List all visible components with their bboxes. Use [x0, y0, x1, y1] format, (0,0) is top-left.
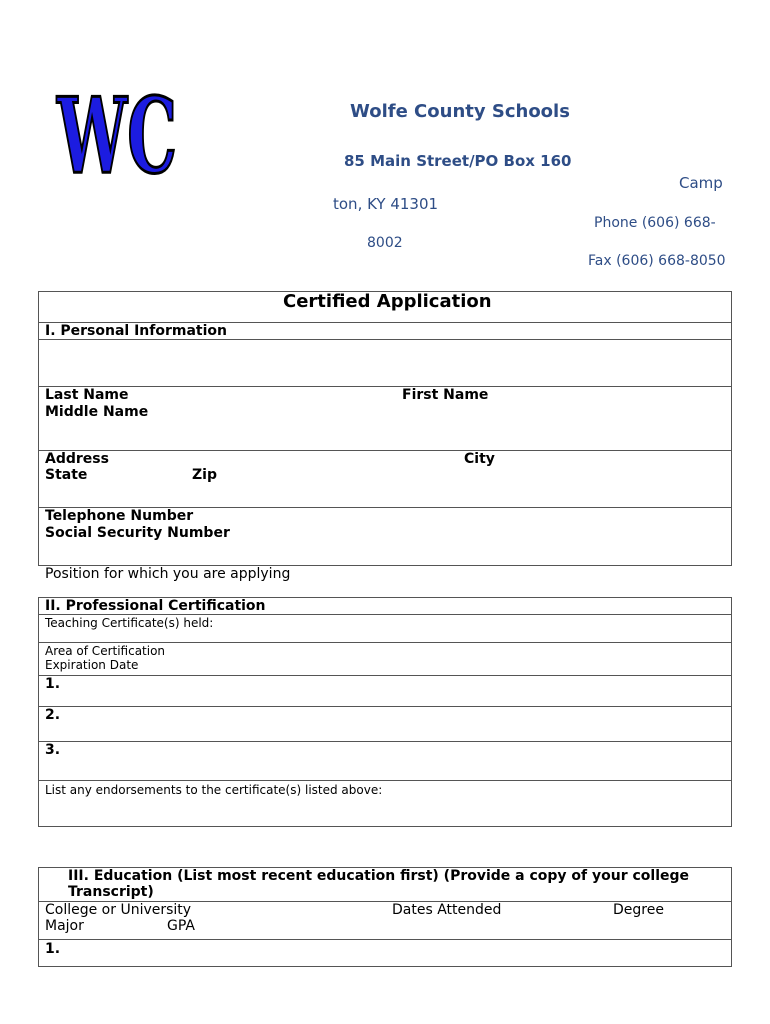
divider: [38, 675, 732, 676]
state-label: State: [45, 467, 88, 483]
city-label: City: [464, 451, 495, 467]
cert-row-number: 3.: [45, 742, 61, 758]
logo-letters: WC: [56, 74, 178, 197]
education-row-number: 1.: [45, 941, 61, 957]
middle-name-label: Middle Name: [45, 404, 149, 420]
position-label: Position for which you are applying: [45, 566, 291, 582]
major-label: Major: [45, 918, 84, 934]
first-name-label: First Name: [402, 387, 489, 403]
education-heading-line2: Transcript): [68, 884, 154, 900]
divider: [38, 780, 732, 781]
divider: [38, 386, 732, 387]
last-name-label: Last Name: [45, 387, 129, 403]
divider: [38, 450, 732, 451]
phone-fragment-1: Phone (606) 668-: [594, 215, 716, 231]
area-label: Area of Certification: [45, 644, 166, 658]
telephone-label: Telephone Number: [45, 508, 194, 524]
address-label: Address: [45, 451, 109, 467]
divider: [38, 939, 732, 940]
cert-row-number: 2.: [45, 707, 61, 723]
divider: [38, 741, 732, 742]
dates-attended-label: Dates Attended: [392, 902, 502, 918]
degree-label: Degree: [613, 902, 664, 918]
city-fragment-2: ton, KY 41301: [333, 195, 439, 213]
org-name: Wolfe County Schools: [350, 101, 570, 122]
fax-number: Fax (606) 668-8050: [588, 253, 726, 269]
divider: [38, 614, 732, 615]
ssn-label: Social Security Number: [45, 525, 230, 541]
school-logo: [55, 74, 180, 197]
cert-row-number: 1.: [45, 676, 61, 692]
expiration-label: Expiration Date: [45, 658, 139, 672]
gpa-label: GPA: [167, 918, 195, 934]
endorsements-label: List any endorsements to the certificate(s) listed above:: [45, 783, 383, 797]
personal-info-heading: I. Personal Information: [45, 323, 227, 339]
college-label: College or University: [45, 902, 192, 918]
phone-fragment-2: 8002: [367, 235, 403, 251]
form-title: Certified Application: [283, 291, 492, 312]
divider: [38, 642, 732, 643]
city-fragment-1: Camp: [679, 174, 723, 192]
divider: [38, 706, 732, 707]
certificates-held-label: Teaching Certificate(s) held:: [45, 616, 214, 630]
certification-heading: II. Professional Certification: [45, 598, 266, 614]
zip-label: Zip: [192, 467, 217, 483]
divider: [38, 339, 732, 340]
street-address: 85 Main Street/PO Box 160: [344, 152, 572, 170]
education-heading-line1: III. Education (List most recent education first) (Provide a copy of your college: [68, 868, 690, 884]
